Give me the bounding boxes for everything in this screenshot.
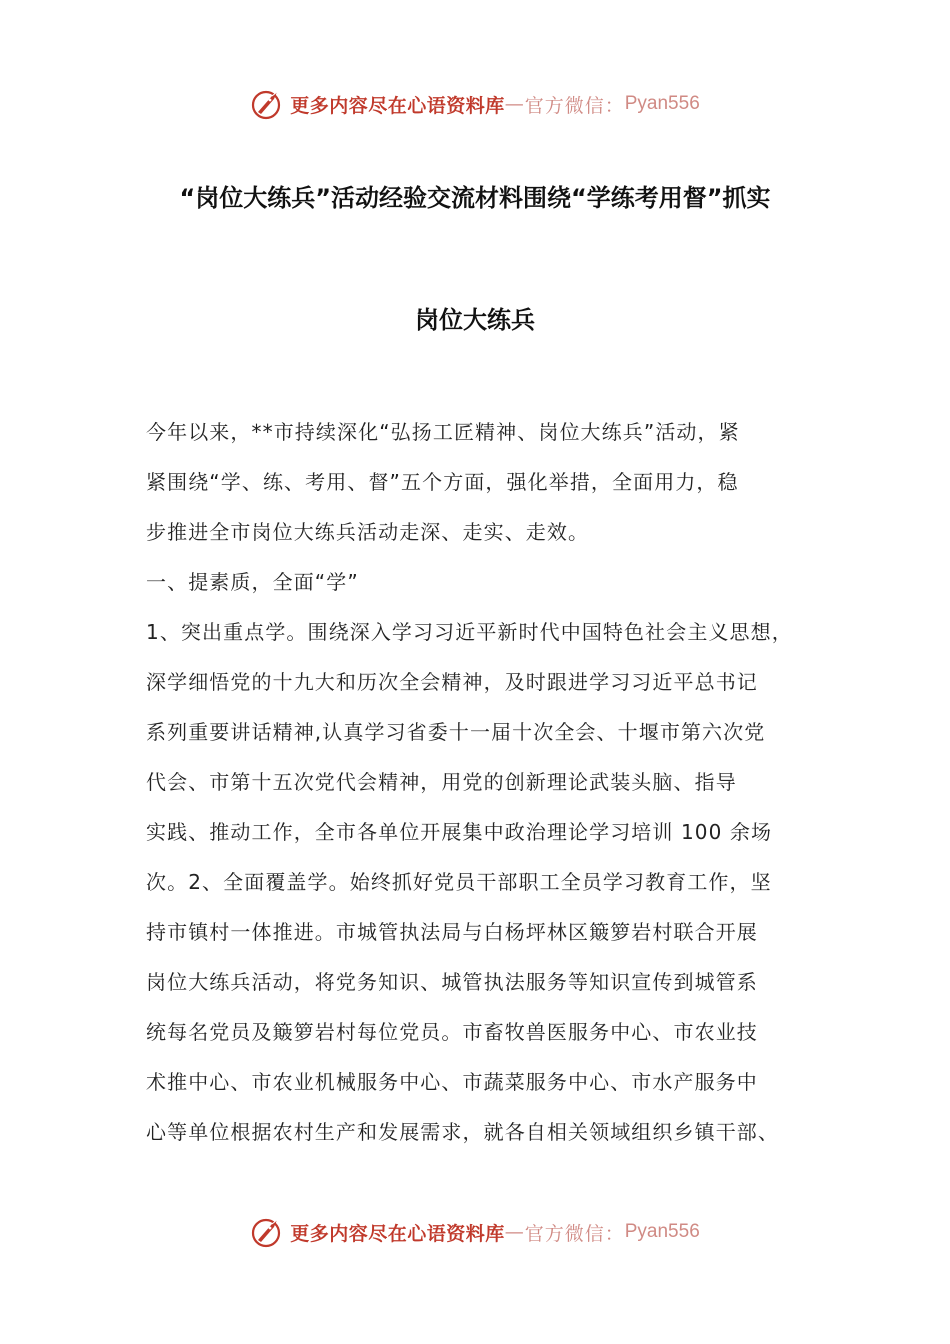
document-body — [146, 412, 808, 1162]
header-banner — [0, 84, 950, 124]
body-line: 持市镇村一体推进。市城管执法局与白杨坪林区簸箩岩村联合开展 — [146, 920, 758, 944]
body-line: 心等单位根据农村生产和发展需求，就各自相关领域组织乡镇干部、 — [146, 1120, 779, 1144]
section-heading: 一、提素质，全面“学” — [146, 570, 359, 594]
wechat-id: Pyan556 — [624, 93, 700, 114]
body-line: 次。2、全面覆盖学。始终抓好党员干部职工全员学习教育工作，坚 — [146, 870, 772, 894]
body-line: 实践、推动工作，全市各单位开展集中政治理论学习培训 100 余场 — [146, 820, 773, 844]
pen-nib-logo-icon — [250, 86, 286, 122]
document-title-line1: “岗位大练兵”活动经验交流材料围绕“学练考用督”抓实 — [179, 184, 771, 212]
footer-banner — [0, 1212, 950, 1252]
body-line: 系列重要讲话精神,认真学习省委十一届十次全会、十堰市第六次党 — [146, 720, 766, 744]
body-line: 步推进全市岗位大练兵活动走深、走实、走效。 — [146, 520, 590, 544]
promo-dash: — — [504, 1221, 525, 1243]
wechat-id: Pyan556 — [624, 1221, 700, 1242]
body-line: 岗位大练兵活动，将党务知识、城管执法服务等知识宣传到城管系 — [146, 970, 758, 994]
wechat-label: 官方微信： — [524, 94, 625, 117]
promo-dash: — — [504, 93, 525, 115]
body-line: 紧围绕“学、练、考用、督”五个方面，强化举措，全面用力，稳 — [146, 470, 739, 494]
body-line: 深学细悟党的十九大和历次全会精神，及时跟进学习习近平总书记 — [146, 670, 758, 694]
document-title-line2: 岗位大练兵 — [415, 306, 535, 334]
body-line: 代会、市第十五次党代会精神，用党的创新理论武装头脑、指导 — [146, 770, 737, 794]
body-line: 1、突出重点学。围绕深入学习习近平新时代中国特色社会主义思想， — [146, 620, 793, 644]
body-line: 术推中心、市农业机械服务中心、市蔬菜服务中心、市水产服务中 — [146, 1070, 758, 1094]
body-line: 统每名党员及簸箩岩村每位党员。市畜牧兽医服务中心、市农业技 — [146, 1020, 758, 1044]
wechat-label: 官方微信： — [524, 1222, 625, 1245]
body-line: 今年以来，**市持续深化“弘扬工匠精神、岗位大练兵”活动，紧 — [146, 420, 740, 444]
promo-text: 更多内容尽在心语资料库 — [290, 1222, 505, 1245]
pen-nib-logo-icon — [250, 1214, 286, 1250]
promo-text: 更多内容尽在心语资料库 — [290, 94, 505, 117]
